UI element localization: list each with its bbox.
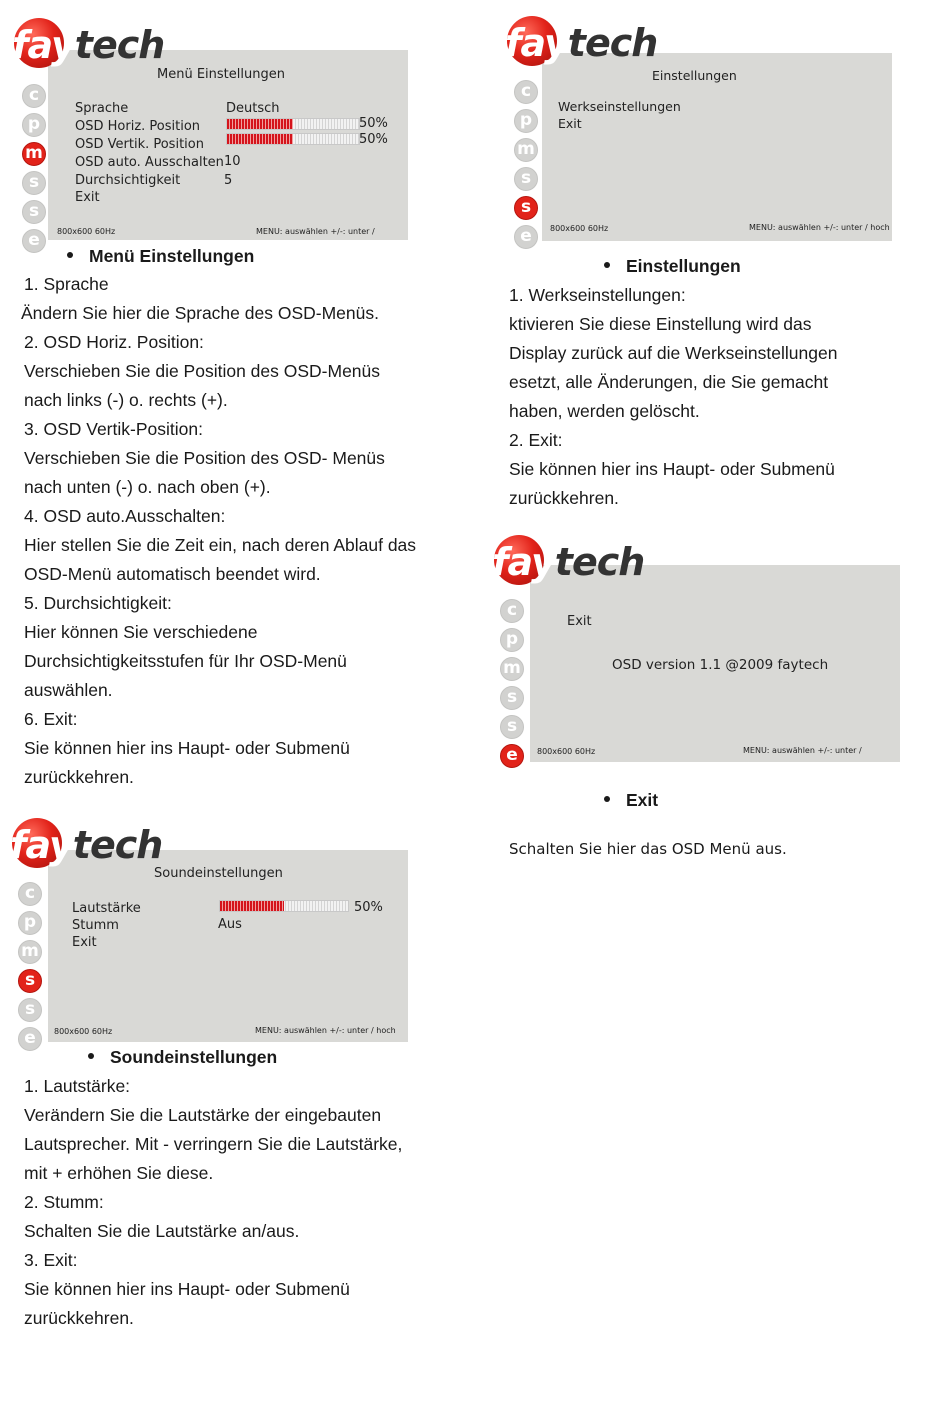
text-line: Sie können hier ins Haupt- oder Submenü <box>509 459 835 479</box>
text-line: Hier stellen Sie die Zeit ein, nach deren Ablauf das <box>24 535 417 555</box>
text-line: auswählen. <box>24 680 113 700</box>
nav-s-icon: s <box>22 171 46 195</box>
osd-sound-screenshot: faytech c p m s s e Soundeinstellungen Lautstärke 50% Stumm Aus Exit 800x600 60Hz MENU: auswählen +/-: unter / hoch <box>8 818 410 1043</box>
osd-horiz-bar-fill <box>227 119 293 129</box>
nav-p-icon: p <box>514 109 538 133</box>
osd-row-percent: 50% <box>359 132 388 147</box>
osd-volume-bar <box>219 900 349 912</box>
text-line: Display zurück auf die Werkseinstellungen <box>509 343 838 363</box>
nav-e-icon: e <box>18 1027 42 1051</box>
nav-s2-icon: s <box>514 196 538 220</box>
osd-hint: MENU: auswählen +/-: unter / <box>743 746 862 755</box>
bullet-icon <box>604 262 610 268</box>
text-line: zurückkehren. <box>509 488 619 508</box>
text-line: Verschieben Sie die Position des OSD- Menüs <box>24 448 385 468</box>
osd-row-label: Exit <box>558 116 582 131</box>
nav-e-icon: e <box>500 744 524 768</box>
text-line: 2. OSD Horiz. Position: <box>24 332 204 352</box>
nav-e-icon: e <box>22 229 46 253</box>
text-line: 5. Durchsichtigkeit: <box>24 593 172 613</box>
exit-section-text: Schalten Sie hier das OSD Menü aus. <box>509 840 787 858</box>
section-heading: Menü Einstellungen <box>67 246 254 267</box>
osd-resolution: 800x600 60Hz <box>54 1027 113 1036</box>
nav-s-icon: s <box>500 686 524 710</box>
osd-row-label: Werkseinstellungen <box>558 99 681 114</box>
osd-row-label: Exit <box>72 935 97 950</box>
osd-row-label: Durchsichtigkeit <box>75 173 181 188</box>
text-line: haben, werden gelöscht. <box>509 401 700 421</box>
osd-vertik-bar-fill <box>227 134 293 144</box>
osd-nav-icons <box>514 80 538 254</box>
text-line: Sie können hier ins Haupt- oder Submenü <box>24 738 350 758</box>
osd-row-percent: 50% <box>354 900 383 915</box>
nav-p-icon: p <box>500 628 524 652</box>
section-heading: Soundeinstellungen <box>88 1047 277 1068</box>
osd-title: Menü Einstellungen <box>157 67 285 82</box>
osd-row-label: OSD auto. Ausschalten <box>75 155 224 170</box>
nav-m-icon: m <box>514 138 538 162</box>
nav-m-icon: m <box>500 657 524 681</box>
osd-row-label: OSD Horiz. Position <box>75 119 201 134</box>
osd-row-label: Sprache <box>75 101 129 116</box>
osd-hint: MENU: auswählen +/-: unter / <box>256 227 375 236</box>
nav-s2-icon: s <box>18 998 42 1022</box>
osd-resolution: 800x600 60Hz <box>537 747 596 756</box>
osd-volume-bar-fill <box>220 901 284 911</box>
osd-nav-icons <box>500 599 524 773</box>
nav-m-icon: m <box>22 142 46 166</box>
text-line: OSD-Menü automatisch beendet wird. <box>24 564 321 584</box>
nav-c-icon: c <box>514 80 538 104</box>
bullet-icon <box>88 1053 94 1059</box>
text-line: zurückkehren. <box>24 1308 134 1328</box>
osd-version: OSD version 1.1 @2009 faytech <box>612 657 829 673</box>
osd-resolution: 800x600 60Hz <box>57 227 116 236</box>
text-line: Verändern Sie die Lautstärke der eingebauten <box>24 1105 382 1125</box>
osd-row-value: 10 <box>224 154 241 169</box>
sound-section-text <box>24 1072 402 1333</box>
text-line: 2. Stumm: <box>24 1192 104 1212</box>
osd-vertik-bar <box>226 133 360 145</box>
text-line: Lautsprecher. Mit - verringern Sie die Lautstärke, <box>24 1134 403 1154</box>
osd-row-percent: 50% <box>359 116 388 131</box>
osd-title: Exit <box>567 614 592 629</box>
osd-row-label: Stumm <box>72 918 119 933</box>
nav-s-icon: s <box>18 969 42 993</box>
osd-row-label: Lautstärke <box>72 901 141 916</box>
nav-p-icon: p <box>18 911 42 935</box>
nav-e-icon: e <box>514 225 538 249</box>
osd-row-value: 5 <box>224 173 233 188</box>
text-line: 4. OSD auto.Ausschalten: <box>24 506 226 526</box>
osd-row-label: Exit <box>75 190 100 205</box>
text-line: mit + erhöhen Sie diese. <box>24 1163 214 1183</box>
text-line: 2. Exit: <box>509 430 563 450</box>
osd-row-label: OSD Vertik. Position <box>75 137 204 152</box>
osd-horiz-bar <box>226 118 360 130</box>
bullet-icon <box>67 252 73 258</box>
text-line: Ändern Sie hier die Sprache des OSD-Menüs. <box>21 303 379 323</box>
text-line: Schalten Sie die Lautstärke an/aus. <box>24 1221 300 1241</box>
nav-c-icon: c <box>18 882 42 906</box>
text-line: 6. Exit: <box>24 709 78 729</box>
osd-title: Soundeinstellungen <box>154 866 283 881</box>
nav-c-icon: c <box>500 599 524 623</box>
osd-nav-icons <box>18 882 42 1056</box>
nav-s2-icon: s <box>500 715 524 739</box>
text-line: 3. Exit: <box>24 1250 78 1270</box>
osd-row-value: Deutsch <box>226 101 280 116</box>
nav-m-icon: m <box>18 940 42 964</box>
nav-c-icon: c <box>22 84 46 108</box>
text-line: 1. Werkseinstellungen: <box>509 285 686 305</box>
text-line: nach links (-) o. rechts (+). <box>24 390 228 410</box>
osd-title: Einstellungen <box>652 68 737 83</box>
section-heading: Exit <box>604 790 658 811</box>
osd-exit-screenshot: faytech c p m s s e Exit OSD version 1.1 @2009 faytech 800x600 60Hz MENU: auswählen +/-: unter / <box>490 535 902 763</box>
text-line: Sie können hier ins Haupt- oder Submenü <box>24 1279 350 1299</box>
osd-hint: MENU: auswählen +/-: unter / hoch <box>255 1026 396 1035</box>
osd-menu-screenshot: faytech c p m s s e Menü Einstellungen Sprache Deutsch OSD Horiz. Position 50% OSD Vertik. Position 50% OSD auto. Ausschalten 10 Durchsichtigkeit 5 Exit 800x600 60Hz MENU: auswählen +/-: unter / <box>10 18 410 242</box>
osd-nav-icons <box>22 84 46 258</box>
nav-s-icon: s <box>514 167 538 191</box>
menu-section-text <box>21 270 417 792</box>
text-line: zurückkehren. <box>24 767 134 787</box>
osd-hint: MENU: auswählen +/-: unter / hoch <box>749 223 890 232</box>
text-line: ktivieren Sie diese Einstellung wird das <box>509 314 812 334</box>
osd-row-value: Aus <box>218 917 242 932</box>
nav-p-icon: p <box>22 113 46 137</box>
osd-resolution: 800x600 60Hz <box>550 224 609 233</box>
text-line: esetzt, alle Änderungen, die Sie gemacht <box>509 372 829 392</box>
text-line: Durchsichtigkeitsstufen für Ihr OSD-Menü <box>24 651 347 671</box>
text-line: 1. Sprache <box>24 274 109 294</box>
text-line: 1. Lautstärke: <box>24 1076 131 1096</box>
section-heading: Einstellungen <box>604 256 741 277</box>
text-line: Hier können Sie verschiedene <box>24 622 258 642</box>
settings-section-text <box>509 281 837 513</box>
osd-settings-screenshot: faytech c p m s s e Einstellungen Werkseinstellungen Exit 800x600 60Hz MENU: auswählen +/-: unter / hoch <box>503 16 895 242</box>
text-line: Verschieben Sie die Position des OSD-Menüs <box>24 361 381 381</box>
nav-s2-icon: s <box>22 200 46 224</box>
text-line: nach unten (-) o. nach oben (+). <box>24 477 271 497</box>
bullet-icon <box>604 796 610 802</box>
text-line: 3. OSD Vertik-Position: <box>24 419 203 439</box>
